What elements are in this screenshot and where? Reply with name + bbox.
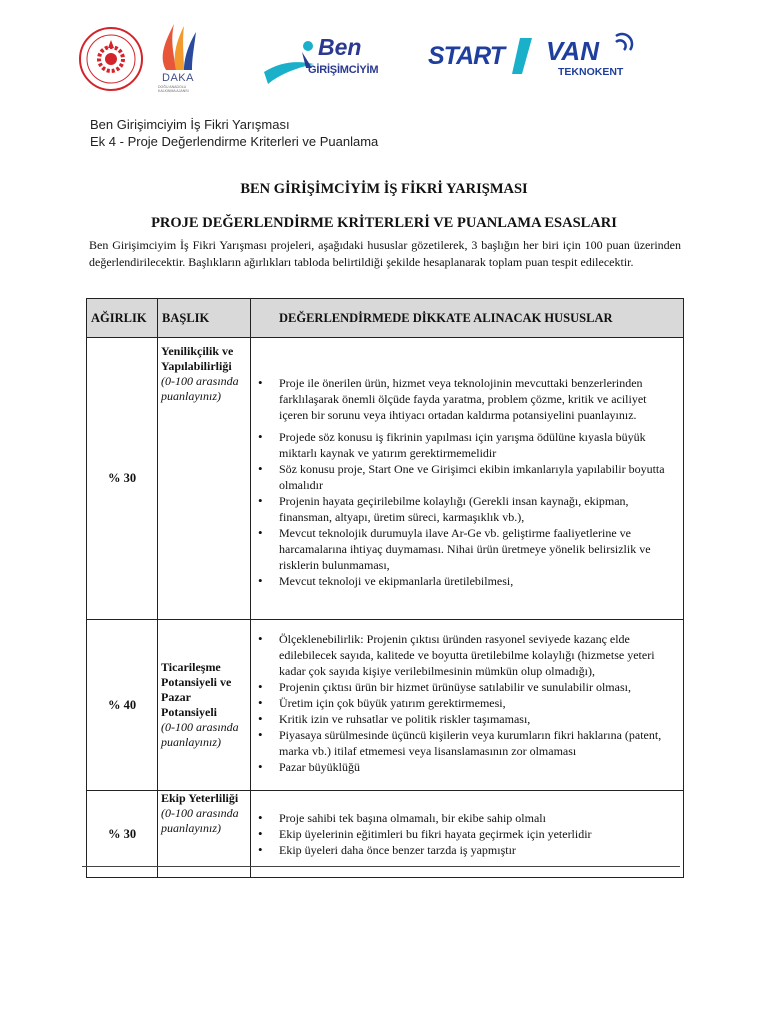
criterion-items-cell	[251, 791, 684, 878]
list-item: • Ekip üyelerinin eğitimleri bu fikri hayata geçirmek için yeterlidir	[255, 826, 675, 842]
list-item: • Projede söz konusu iş fikrinin yapılması için yarışma ödülüne kıyasla büyük miktarlı kaynak ve yatırım gerektirmemelidir	[255, 429, 675, 461]
table-row	[87, 620, 684, 791]
list-item: • Projenin hayata geçirilebilme kolaylığı (Gerekli insan kaynağı, ekipman, finansman, altyapı, üretim süreci, karmaşıklık vb.),	[255, 493, 675, 525]
scoring-note: (0-100 arasında puanlayınız)	[161, 374, 239, 403]
van-wordmark: VAN	[546, 36, 599, 66]
column-header-criteria: DEĞERLENDİRMEDE DİKKATE ALINACAK HUSUSLAR	[251, 299, 684, 338]
table-row	[87, 338, 684, 620]
daka-wordmark: DAKA	[162, 72, 194, 84]
ben-girisimciyim-logo	[262, 34, 386, 90]
intro-paragraph: Ben Girişimciyim İş Fikri Yarışması projeleri, aşağıdaki hususlar gözetilerek, 3 başlığın her biri için 100 puan üzerinden değerlendirilecektir. Başlıkların ağırlıkları tabloda belirtildiği şekilde hesaplanarak toplam puan tespit edilecektir.	[89, 238, 681, 269]
list-item: • Ekip üyeleri daha önce benzer tarzda iş yapmıştır	[255, 842, 675, 858]
daka-subtitle: DOĞU ANADOLU KALKINMA AJANSI	[158, 85, 189, 93]
scoring-note: (0-100 arasında puanlayınız)	[161, 720, 239, 749]
weight-cell: % 30	[87, 338, 158, 620]
list-item: • Üretim için çok büyük yatırım gerektirmemesi,	[255, 695, 675, 711]
ben-wordmark: Ben	[318, 34, 362, 60]
list-item: • Piyasaya sürülmesinde üçüncü kişilerin veya kurumların fikri haklarına (patent, marka vb.) itilaf etmemesi veya lisanslamasının zor olmaması	[255, 727, 675, 759]
criterion-title: Yenilikçilik ve Yapılabilirliği	[161, 344, 234, 373]
footer-divider	[82, 866, 680, 867]
list-item: • Mevcut teknoloji ve ekipmanlarla üretilebilmesi,	[255, 573, 675, 589]
list-item: • Kritik izin ve ruhsatlar ve politik riskler taşımaması,	[255, 711, 675, 727]
weight-cell: % 30	[87, 791, 158, 878]
criterion-title-cell	[158, 620, 251, 791]
list-item: • Pazar büyüklüğü	[255, 759, 675, 775]
page-subtitle: PROJE DEĞERLENDİRME KRİTERLERİ VE PUANLAMA ESASLARI	[151, 215, 617, 231]
list-item: • Ölçeklenebilirlik: Projenin çıktısı üründen rasyonel seviyede kazanç elde edilebilecek sayıda, kalitede ve boyutta üretilebilme kolaylığı (hizmetse yeteri kadar çok sayıda kişiye verilebilmesinin mümkün olup olmadığı),	[255, 631, 675, 679]
criterion-items-cell	[251, 620, 684, 791]
criterion-title-cell	[158, 791, 251, 878]
start-wordmark: START	[428, 42, 505, 70]
list-item: • Proje ile önerilen ürün, hizmet veya teknolojinin mevcuttaki benzerlerinden farklılaşarak önemli ölçüde fayda yaratma, problem çözme, kritik ve aciliyet içeren bir sorunu veya ihtiyacı ortadan kaldırma potansiyelini puanlayınız.	[255, 375, 675, 423]
criterion-bullet-list	[255, 810, 675, 858]
scoring-note: (0-100 arasında puanlayınız)	[161, 806, 239, 835]
daka-logo	[156, 22, 216, 100]
criterion-title: Ekip Yeterliliği	[161, 791, 239, 805]
document-annex-line: Ek 4 - Proje Değerlendirme Kriterleri ve Puanlama	[90, 134, 379, 149]
criterion-bullet-list	[255, 631, 675, 775]
list-item: • Mevcut teknolojik durumuyla ilave Ar-Ge vb. geliştirme faaliyetlerine ve harcamalarına ihtiyaç duymaması. Nihai ürün üretmeye yönelik belirsizlik ve risklerin bulunmaması,	[255, 525, 675, 573]
table-row	[87, 791, 684, 878]
list-item: • Söz konusu proje, Start One ve Girişimci ekibin imkanlarıyla yapılabilir boyutta olmalıdır	[255, 461, 675, 493]
criterion-title-cell	[158, 338, 251, 620]
criteria-table	[86, 298, 684, 878]
girisimciyim-wordmark: GİRİŞİMCİYİM	[308, 64, 379, 76]
teknokent-wordmark: TEKNOKENT	[558, 66, 624, 78]
list-item: • Proje sahibi tek başına olmamalı, bir ekibe sahip olmalı	[255, 810, 675, 826]
column-header-title: BAŞLIK	[158, 299, 251, 338]
criterion-items-cell	[251, 338, 684, 620]
criterion-title: Ticarileşme Potansiyeli ve Pazar Potansiyeli	[161, 660, 232, 719]
table-header-row	[87, 299, 684, 338]
page-title: BEN GİRİŞİMCİYİM İŞ FİKRİ YARIŞMASI	[240, 181, 528, 197]
van-teknokent-logo	[540, 30, 640, 84]
column-header-weight: AĞIRLIK	[87, 299, 158, 338]
list-item: • Projenin çıktısı ürün bir hizmet ürünüyse satılabilir ve sunulabilir olması,	[255, 679, 675, 695]
logo-bar	[0, 18, 768, 98]
weight-cell: % 40	[87, 620, 158, 791]
start-one-logo	[428, 36, 538, 80]
document-header-line: Ben Girişimciyim İş Fikri Yarışması	[90, 117, 290, 132]
ministry-seal-logo	[78, 26, 144, 92]
criterion-bullet-list	[255, 375, 675, 589]
